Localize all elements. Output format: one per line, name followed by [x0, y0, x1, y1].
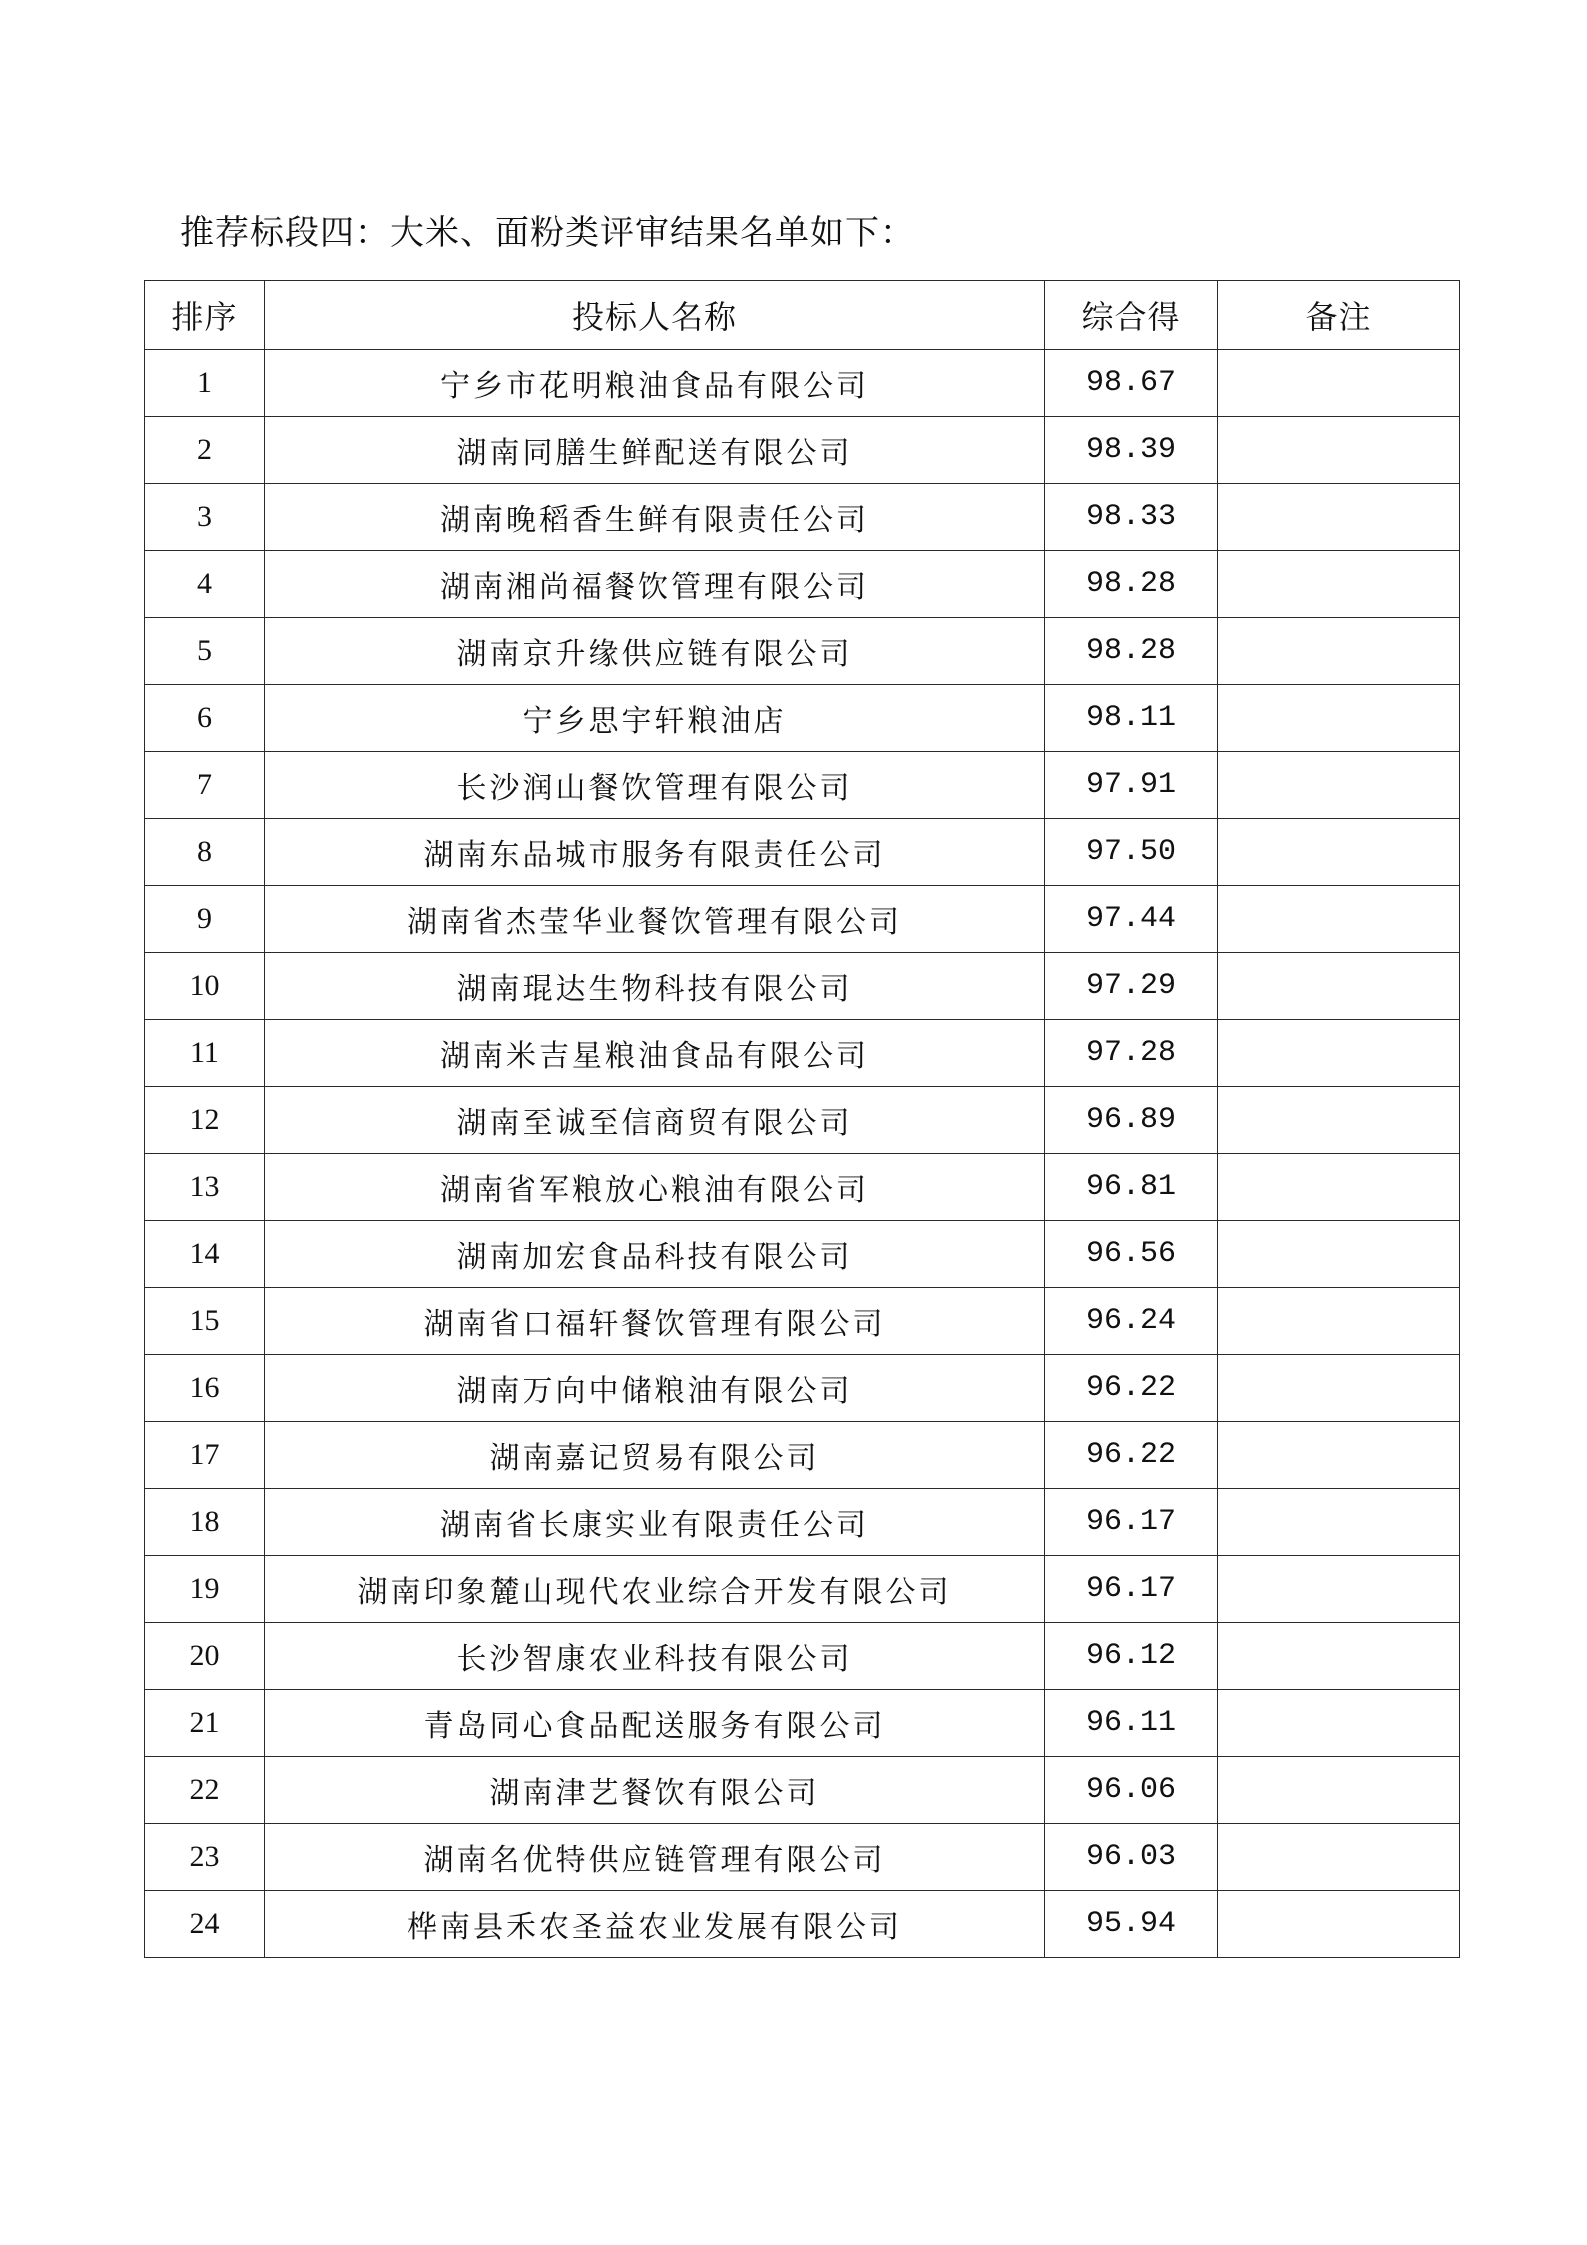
- cell-bidder-name: 湖南省军粮放心粮油有限公司: [265, 1154, 1045, 1221]
- table-row: [145, 685, 1460, 752]
- cell-rank: 8: [145, 819, 265, 886]
- cell-note: [1218, 1087, 1460, 1154]
- cell-note: [1218, 752, 1460, 819]
- cell-rank: 11: [145, 1020, 265, 1087]
- cell-bidder-name: 湖南至诚至信商贸有限公司: [265, 1087, 1045, 1154]
- table-row: [145, 1891, 1460, 1958]
- cell-rank: 20: [145, 1623, 265, 1690]
- cell-note: [1218, 1757, 1460, 1824]
- cell-bidder-name: 湖南米吉星粮油食品有限公司: [265, 1020, 1045, 1087]
- table-row: [145, 1221, 1460, 1288]
- cell-rank: 24: [145, 1891, 265, 1958]
- header-rank: 排序: [145, 281, 265, 350]
- cell-note: [1218, 1556, 1460, 1623]
- cell-score: 96.17: [1045, 1489, 1218, 1556]
- cell-note: [1218, 1422, 1460, 1489]
- cell-bidder-name: 长沙智康农业科技有限公司: [265, 1623, 1045, 1690]
- cell-rank: 23: [145, 1824, 265, 1891]
- cell-note: [1218, 484, 1460, 551]
- cell-score: 98.39: [1045, 417, 1218, 484]
- cell-score: 98.33: [1045, 484, 1218, 551]
- cell-score: 98.67: [1045, 350, 1218, 417]
- cell-note: [1218, 1824, 1460, 1891]
- cell-rank: 9: [145, 886, 265, 953]
- cell-score: 97.91: [1045, 752, 1218, 819]
- cell-rank: 6: [145, 685, 265, 752]
- cell-note: [1218, 1489, 1460, 1556]
- cell-rank: 17: [145, 1422, 265, 1489]
- cell-rank: 5: [145, 618, 265, 685]
- table-row: [145, 1020, 1460, 1087]
- cell-score: 97.28: [1045, 1020, 1218, 1087]
- cell-bidder-name: 桦南县禾农圣益农业发展有限公司: [265, 1891, 1045, 1958]
- table-row: [145, 484, 1460, 551]
- cell-bidder-name: 宁乡市花明粮油食品有限公司: [265, 350, 1045, 417]
- table-row: [145, 1087, 1460, 1154]
- header-note: 备注: [1218, 281, 1460, 350]
- cell-score: 97.29: [1045, 953, 1218, 1020]
- cell-rank: 1: [145, 350, 265, 417]
- cell-score: 96.89: [1045, 1087, 1218, 1154]
- cell-note: [1218, 618, 1460, 685]
- cell-score: 96.56: [1045, 1221, 1218, 1288]
- table-row: [145, 1489, 1460, 1556]
- cell-note: [1218, 1020, 1460, 1087]
- cell-score: 98.28: [1045, 551, 1218, 618]
- table-row: [145, 953, 1460, 1020]
- cell-bidder-name: 湖南同膳生鲜配送有限公司: [265, 417, 1045, 484]
- cell-rank: 22: [145, 1757, 265, 1824]
- cell-bidder-name: 湖南省口福轩餐饮管理有限公司: [265, 1288, 1045, 1355]
- results-table: [144, 280, 1460, 1958]
- table-row: [145, 752, 1460, 819]
- table-row: [145, 551, 1460, 618]
- cell-bidder-name: 湖南东品城市服务有限责任公司: [265, 819, 1045, 886]
- cell-note: [1218, 1623, 1460, 1690]
- cell-score: 96.22: [1045, 1355, 1218, 1422]
- cell-note: [1218, 953, 1460, 1020]
- cell-bidder-name: 湖南津艺餐饮有限公司: [265, 1757, 1045, 1824]
- cell-bidder-name: 湖南名优特供应链管理有限公司: [265, 1824, 1045, 1891]
- header-bidder-name: 投标人名称: [265, 281, 1045, 350]
- table-row: [145, 618, 1460, 685]
- table-row: [145, 819, 1460, 886]
- cell-rank: 18: [145, 1489, 265, 1556]
- table-row: [145, 1154, 1460, 1221]
- cell-rank: 21: [145, 1690, 265, 1757]
- cell-rank: 16: [145, 1355, 265, 1422]
- table-row: [145, 417, 1460, 484]
- cell-score: 96.17: [1045, 1556, 1218, 1623]
- page-heading: 推荐标段四：大米、面粉类评审结果名单如下：: [180, 213, 915, 253]
- header-row: [145, 281, 1460, 350]
- cell-note: [1218, 1288, 1460, 1355]
- cell-rank: 15: [145, 1288, 265, 1355]
- cell-bidder-name: 湖南湘尚福餐饮管理有限公司: [265, 551, 1045, 618]
- table-body: [145, 350, 1460, 1958]
- cell-bidder-name: 湖南省长康实业有限责任公司: [265, 1489, 1045, 1556]
- cell-score: 96.03: [1045, 1824, 1218, 1891]
- cell-bidder-name: 湖南晚稻香生鲜有限责任公司: [265, 484, 1045, 551]
- cell-rank: 14: [145, 1221, 265, 1288]
- cell-score: 96.06: [1045, 1757, 1218, 1824]
- cell-note: [1218, 417, 1460, 484]
- cell-score: 96.81: [1045, 1154, 1218, 1221]
- cell-score: 96.24: [1045, 1288, 1218, 1355]
- table-row: [145, 1422, 1460, 1489]
- cell-rank: 10: [145, 953, 265, 1020]
- cell-bidder-name: 湖南省杰莹华业餐饮管理有限公司: [265, 886, 1045, 953]
- cell-bidder-name: 青岛同心食品配送服务有限公司: [265, 1690, 1045, 1757]
- table-row: [145, 1556, 1460, 1623]
- cell-score: 98.11: [1045, 685, 1218, 752]
- cell-rank: 2: [145, 417, 265, 484]
- cell-note: [1218, 551, 1460, 618]
- cell-note: [1218, 1891, 1460, 1958]
- cell-score: 96.11: [1045, 1690, 1218, 1757]
- cell-score: 97.50: [1045, 819, 1218, 886]
- cell-note: [1218, 1355, 1460, 1422]
- cell-note: [1218, 1690, 1460, 1757]
- cell-note: [1218, 819, 1460, 886]
- cell-bidder-name: 湖南印象麓山现代农业综合开发有限公司: [265, 1556, 1045, 1623]
- cell-note: [1218, 886, 1460, 953]
- cell-bidder-name: 湖南琨达生物科技有限公司: [265, 953, 1045, 1020]
- table-row: [145, 1690, 1460, 1757]
- cell-rank: 12: [145, 1087, 265, 1154]
- table-row: [145, 1288, 1460, 1355]
- cell-bidder-name: 长沙润山餐饮管理有限公司: [265, 752, 1045, 819]
- cell-bidder-name: 宁乡思宇轩粮油店: [265, 685, 1045, 752]
- cell-score: 98.28: [1045, 618, 1218, 685]
- cell-note: [1218, 1221, 1460, 1288]
- table-row: [145, 1623, 1460, 1690]
- cell-note: [1218, 1154, 1460, 1221]
- cell-note: [1218, 350, 1460, 417]
- cell-score: 96.12: [1045, 1623, 1218, 1690]
- cell-rank: 3: [145, 484, 265, 551]
- table-row: [145, 350, 1460, 417]
- cell-score: 95.94: [1045, 1891, 1218, 1958]
- table-row: [145, 1824, 1460, 1891]
- cell-bidder-name: 湖南万向中储粮油有限公司: [265, 1355, 1045, 1422]
- cell-score: 96.22: [1045, 1422, 1218, 1489]
- cell-score: 97.44: [1045, 886, 1218, 953]
- cell-bidder-name: 湖南加宏食品科技有限公司: [265, 1221, 1045, 1288]
- table-header: [145, 281, 1460, 350]
- cell-rank: 4: [145, 551, 265, 618]
- cell-note: [1218, 685, 1460, 752]
- header-score: 综合得: [1045, 281, 1218, 350]
- cell-rank: 13: [145, 1154, 265, 1221]
- cell-bidder-name: 湖南嘉记贸易有限公司: [265, 1422, 1045, 1489]
- table-row: [145, 1355, 1460, 1422]
- cell-rank: 7: [145, 752, 265, 819]
- cell-bidder-name: 湖南京升缘供应链有限公司: [265, 618, 1045, 685]
- cell-rank: 19: [145, 1556, 265, 1623]
- table-row: [145, 886, 1460, 953]
- table-row: [145, 1757, 1460, 1824]
